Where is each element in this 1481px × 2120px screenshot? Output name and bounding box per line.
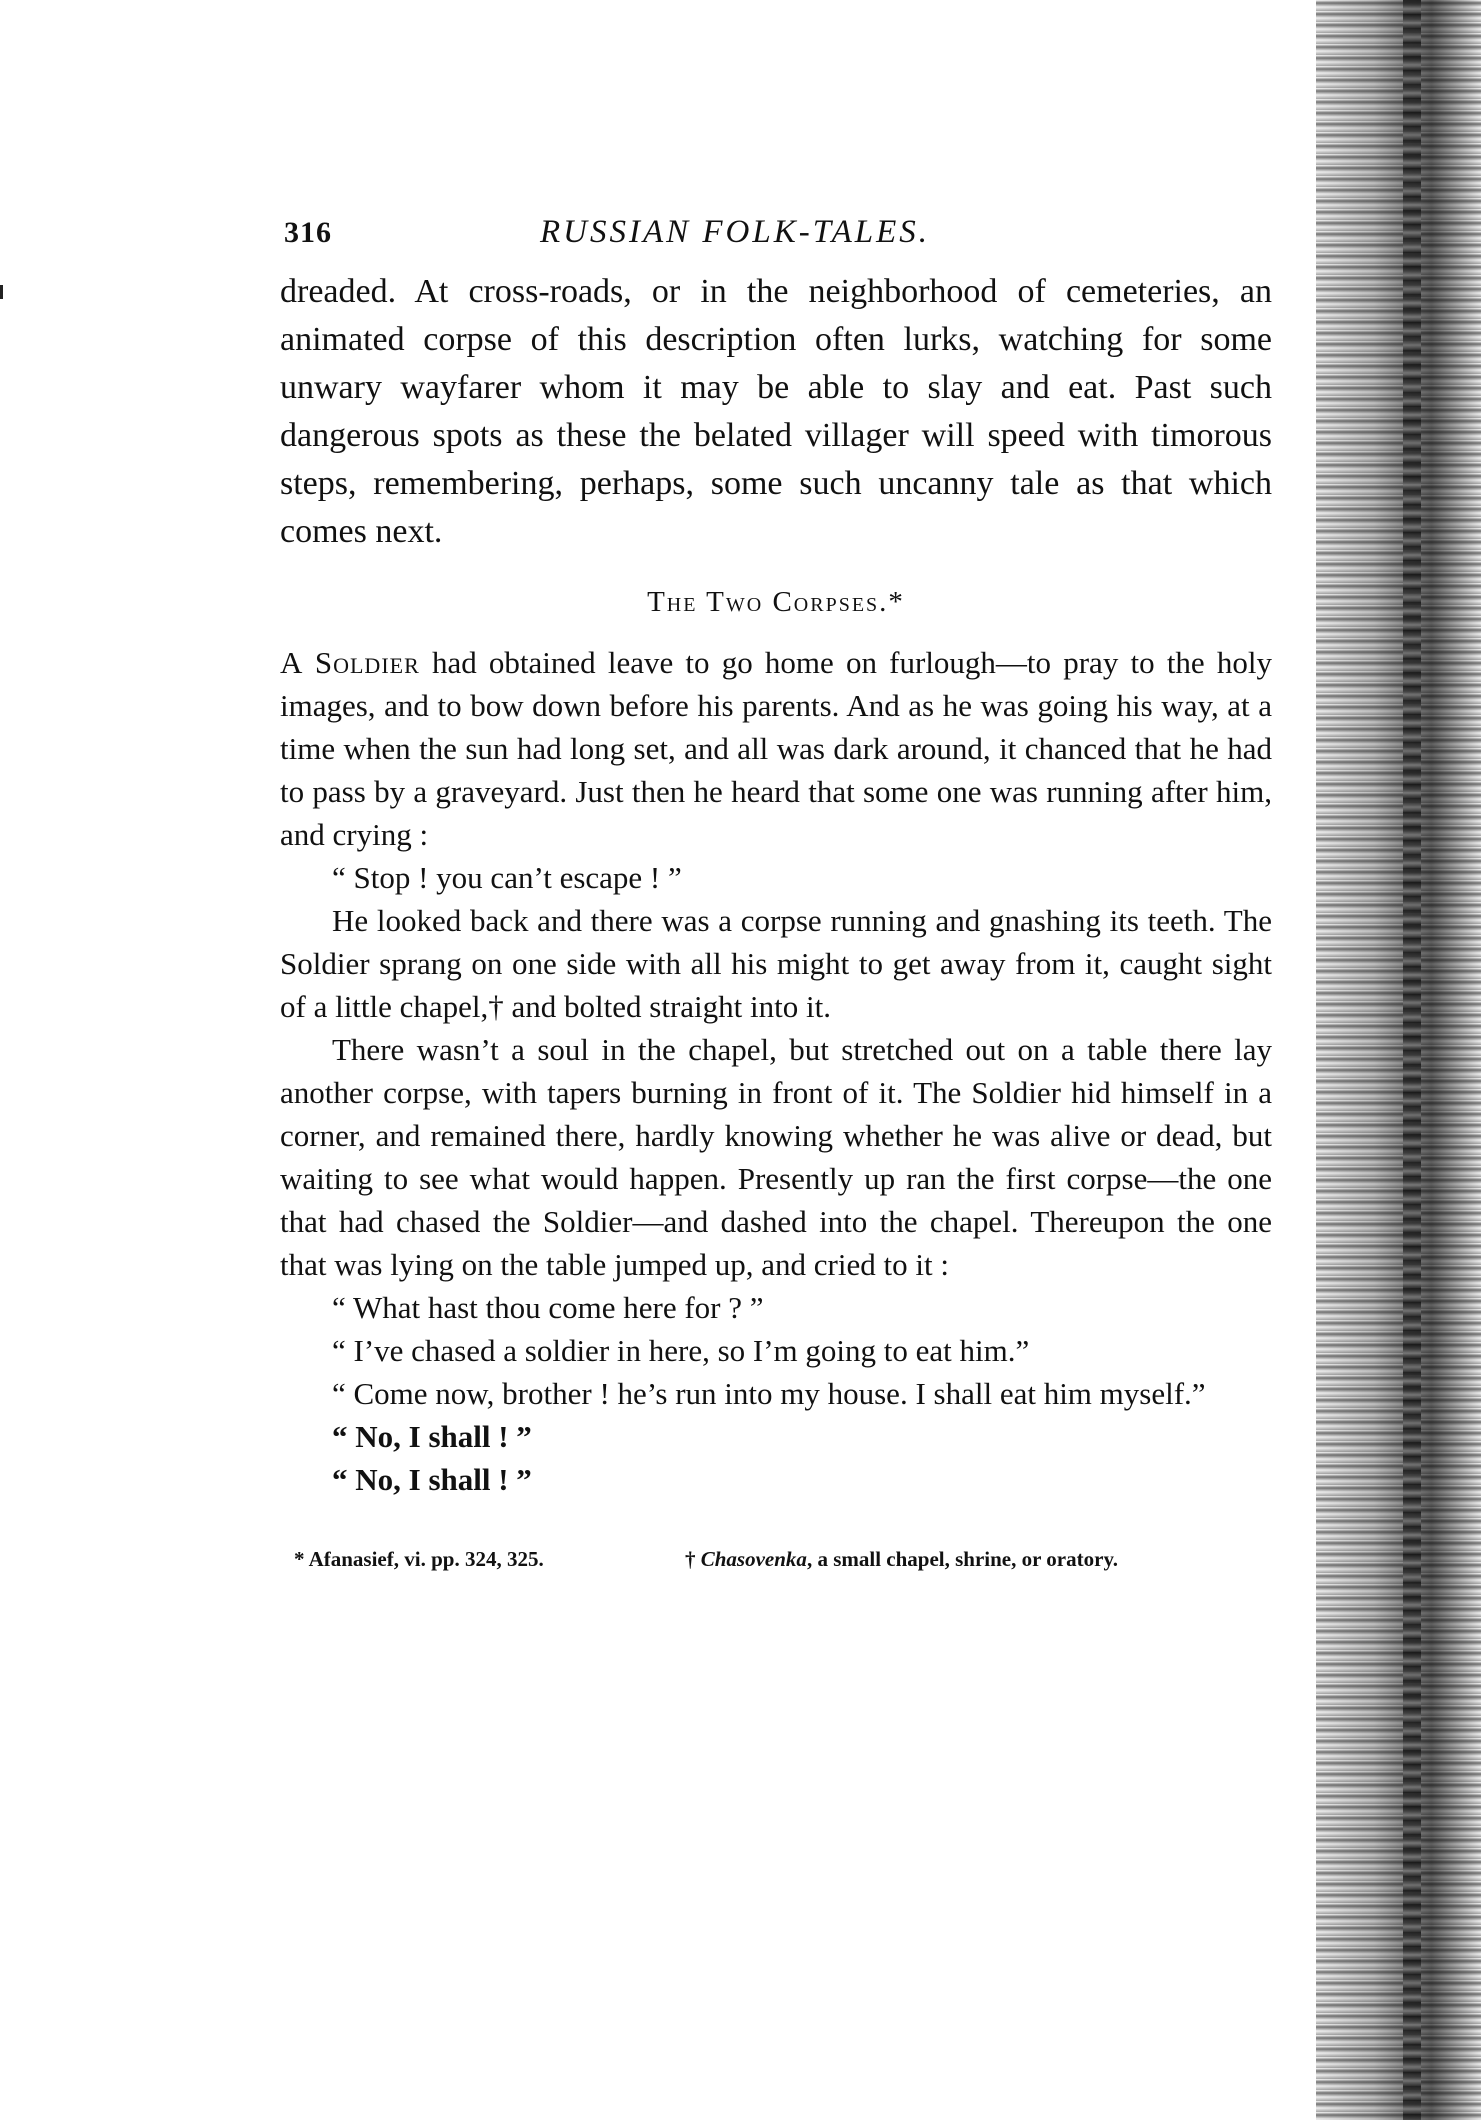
page-number: 316: [284, 216, 332, 249]
footnote-1: * Afanasief, vi. pp. 324, 325.: [294, 1547, 544, 1571]
footnote-2: [685, 1547, 1118, 1572]
dialogue-line-3: “ I’ve chased a soldier in here, so I’m going to eat him.”: [332, 1333, 1030, 1368]
story-paragraph-3: There wasn’t a soul in the chapel, but stretched out on a table there lay another corpse, with tapers burning in front of it. The Soldier hid himself in a corner, and remained there, hardly knowing whether he was alive or dead, but waiting to see what would happen. Presently up ran the first corpse—the one that had chased the Soldier—and dashed into the chapel. Thereupon the one that was lying on the table jumped up, and cried to it :: [280, 1032, 1272, 1282]
story-paragraph-2: He looked back and there was a corpse running and gnashing its teeth. The Soldier sprang on one side with all his might to get away from it, caught sight of a little chapel,† and bolted straight into it.: [280, 903, 1272, 1024]
footnote-2-title: Chasovenka: [700, 1547, 807, 1571]
scan-artifact: [0, 285, 3, 299]
dialogue-line-2: “ What hast thou come here for ? ”: [332, 1290, 764, 1325]
story-body: [280, 641, 1272, 1501]
dialogue-line-5: “ No, I shall ! ”: [332, 1419, 532, 1454]
opening-small-caps: A Soldier: [280, 645, 420, 680]
footnote-2-mark: †: [685, 1547, 701, 1571]
footnote-2-text: , a small chapel, shrine, or oratory.: [806, 1547, 1119, 1571]
book-spine-edge: [1403, 0, 1421, 2120]
page-header: [280, 200, 1272, 260]
dialogue-line-6: “ No, I shall ! ”: [332, 1462, 532, 1497]
footnotes: [280, 1547, 1272, 1587]
dialogue-line-4: “ Come now, brother ! he’s run into my house. I shall eat him myself.”: [332, 1376, 1206, 1411]
book-spine-shadow: [1316, 0, 1481, 2120]
story-paragraph-1-text: had obtained leave to go home on furlough—to pray to the holy images, and to bow down before his parents. And as he was going his way, at a time when the sun had long set, and all was dark around, it chanced that he had to pass by a graveyard. Just then he heard that some one was running after him, and crying :: [280, 645, 1272, 852]
section-title: The Two Corpses.*: [647, 586, 905, 618]
running-title: RUSSIAN FOLK-TALES.: [540, 214, 931, 250]
dialogue-line-1: “ Stop ! you can’t escape ! ”: [332, 860, 682, 895]
intro-paragraph: dreaded. At cross-roads, or in the neighborhood of cemeteries, an animated corpse of this description often lurks, watching for some unwary wayfarer whom it may be able to slay and eat. Past such dangerous spots as these the belated villager will speed with timorous steps, remembering, perhaps, some such uncanny tale as that which comes next.: [280, 273, 1272, 550]
book-page: [280, 200, 1272, 1587]
story-paragraph-1: [280, 641, 1272, 856]
